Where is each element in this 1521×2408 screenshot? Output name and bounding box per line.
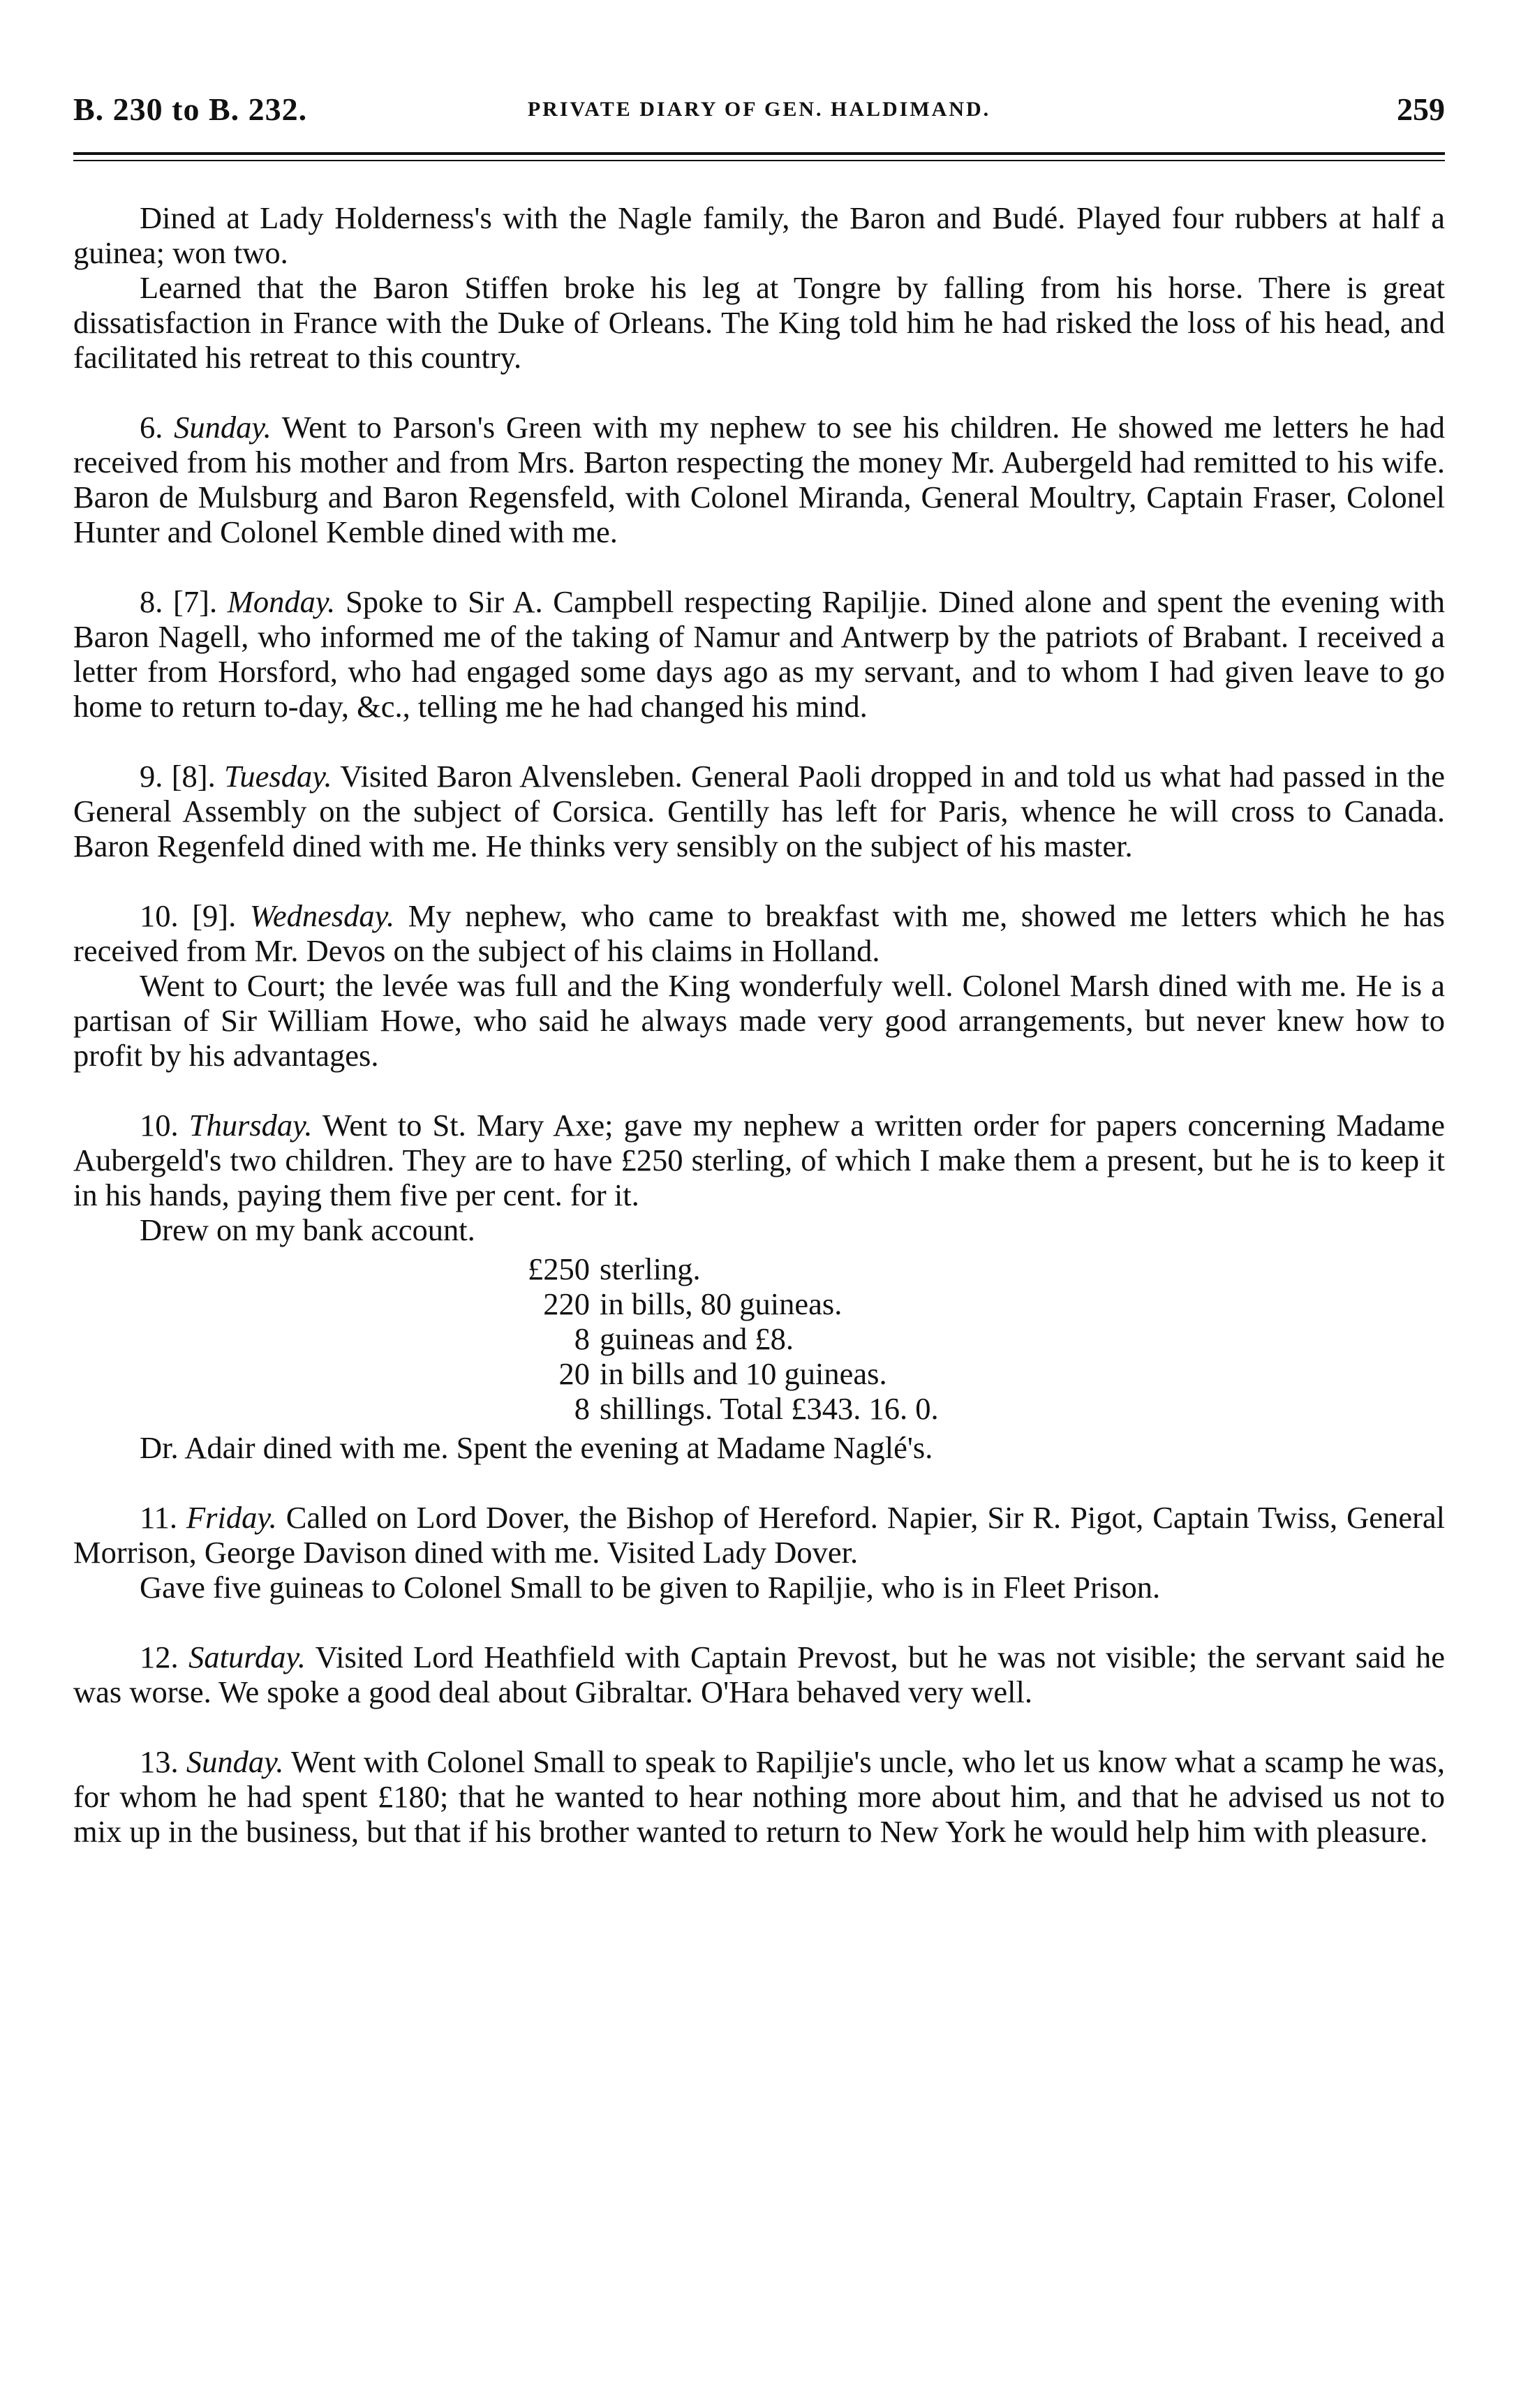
entry-lead: 8. [7]. [140,584,228,619]
header-rule-thick [73,152,1445,155]
diary-page [73,91,1445,1849]
entry-paragraph [73,1744,1445,1849]
entry-text: Learned that the Baron Stiffen broke his leg at Tongre by falling from his horse. There is great dissatisfaction in France with the Duke of Orleans. The King told him he had risked the loss of his head, and facilitated his retreat to this country. [73,270,1445,375]
entry-date: Monday. [227,584,336,619]
entry-paragraph [73,968,1445,1073]
entry-text: Went to St. Mary Axe; gave my nephew a written order for papers concerning Madame Aubergeld's two children. They are to have £250 sterling, of which I make them a present, but he is to keep it in his hands, paying them five per cent. for it. [73,1108,1446,1212]
running-head [73,91,1445,134]
entry-date: Saturday. [188,1640,306,1674]
account-text: in bills and 10 guineas. [600,1356,887,1391]
account-line [485,1356,1445,1391]
entry-text: Went to Parson's Green with my nephew to see his children. He showed me letters he had received from his mother and from Mrs. Barton respecting the money Mr. Aubergeld had remitted to his wife. Baron de Mulsburg and Baron Regensfeld, with Colonel Miranda, General Moultry, Captain Fraser, Colonel Hunter and Colonel Kemble dined with me. [73,410,1446,549]
entry-text: Called on Lord Dover, the Bishop of Hereford. Napier, Sir R. Pigot, Captain Twiss, General Morrison, George Davison dined with me. Visited Lady Dover. [73,1500,1445,1570]
entry-text: Drew on my bank account. [140,1212,475,1247]
entry-paragraph [73,1500,1445,1570]
entry-text: My nephew, who came to breakfast with me, showed me letters which he has received from Mr. Devos on the subject of his claims in Holland. [73,898,1445,968]
entry-lead: 11. [140,1500,186,1535]
entry-lead: 6. [140,410,175,445]
entry-date: Tuesday. [224,759,332,794]
running-title: PRIVATE DIARY OF GEN. HALDIMAND. [527,98,991,121]
entry-paragraph [73,200,1445,270]
entry-lead: 10. [9]. [140,898,250,933]
entry-lead: 13. [140,1744,186,1779]
entry-lead: 12. [140,1640,189,1674]
account-amount: 8 [574,1321,590,1356]
entry-paragraph [73,1212,1445,1247]
account-line [485,1286,1445,1321]
account-text: shillings. Total £343. 16. 0. [600,1391,939,1426]
entry-text: Visited Lord Heathfield with Captain Prevost, but he was not visible; the servant said he was worse. We spoke a good deal about Gibraltar. O'Hara behaved very well. [73,1640,1446,1709]
diary-text [73,200,1445,1849]
entry-text: Went to Court; the levée was full and the King wonderfuly well. Colonel Marsh dined with me. He is a partisan of Sir William Howe, who said he always made very good arrangements, but never knew how to profit by his advantages. [73,968,1445,1073]
entry-paragraph [73,270,1445,375]
entry-paragraph [73,1430,1445,1465]
entry-text: Went with Colonel Small to speak to Rapiljie's uncle, who let us know what a scamp he was, for whom he had spent £180; that he wanted to hear nothing more about him, and that he advised us not to mix up in the business, but that if his brother wanted to return to New York he would help him with pleasure. [73,1744,1445,1849]
entry-date: Friday. [186,1500,277,1535]
entry-lead: 10. [140,1108,189,1143]
account-line [485,1251,1445,1286]
entry-paragraph [73,1570,1445,1605]
entry-text: Visited Baron Alvensleben. General Paoli dropped in and told us what had passed in the General Assembly on the subject of Corsica. Gentilly has left for Paris, whence he will cross to Canada. Baron Regenfeld dined with me. He thinks very sensibly on the subject of his master. [73,759,1445,863]
account-amount: 8 [574,1391,590,1426]
account-amount: 220 [543,1286,590,1321]
account-amount: £250 [528,1251,590,1286]
entry-date: Thursday. [188,1108,313,1143]
account-list [485,1251,1445,1426]
entry-paragraph [73,584,1445,724]
account-line [485,1391,1445,1426]
entry-date: Sunday. [186,1744,284,1779]
header-rule-thin [73,160,1445,161]
entry-text: Gave five guineas to Colonel Small to be given to Rapiljie, who is in Fleet Prison. [140,1570,1161,1605]
entry-paragraph [73,1108,1445,1212]
entry-paragraph [73,1640,1445,1709]
account-amount: 20 [558,1356,590,1391]
account-text: in bills, 80 guineas. [600,1286,843,1321]
entry-range: B. 230 to B. 232. [73,91,308,127]
entry-lead: 9. [8]. [140,759,225,794]
entry-text: Dr. Adair dined with me. Spent the evening at Madame Naglé's. [140,1430,933,1465]
entry-paragraph [73,410,1445,549]
account-text: guineas and £8. [600,1321,794,1356]
entry-text: Dined at Lady Holderness's with the Nagle family, the Baron and Budé. Played four rubbers at half a guinea; won two. [73,200,1445,270]
entry-paragraph [73,759,1445,863]
account-text: sterling. [600,1251,701,1286]
entry-date: Wednesday. [249,898,395,933]
entry-paragraph [73,898,1445,968]
account-line [485,1321,1445,1356]
entry-date: Sunday. [174,410,272,445]
page-number: 259 [1397,91,1445,127]
entry-text: Spoke to Sir A. Campbell respecting Rapiljie. Dined alone and spent the evening with Baron Nagell, who informed me of the taking of Namur and Antwerp by the patriots of Brabant. I received a letter from Horsford, who had engaged some days ago as my servant, and to whom I had given leave to go home to return to-day, &c., telling me he had changed his mind. [73,584,1445,724]
